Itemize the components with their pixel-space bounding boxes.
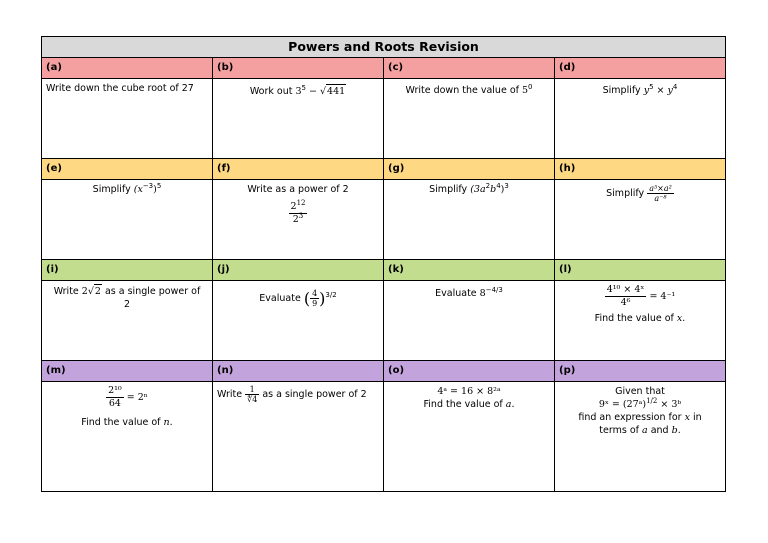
- question-o: 4ᵃ = 16 × 8²ᵃ Find the value of a.: [384, 382, 555, 492]
- question-a-text: Write down the cube root of 27: [46, 83, 194, 94]
- question-p: Given that 9ˣ = (27ᵃ)$^{1/2}$ × 3ᵇ find an expression for x in terms of a and b.: [555, 382, 726, 492]
- question-g: Simplify $(3a^2b^4)^3$: [384, 180, 555, 260]
- page-title: Powers and Roots Revision: [42, 37, 726, 58]
- label-o: (o): [384, 361, 555, 382]
- label-j: (j): [213, 260, 384, 281]
- question-a: [42, 79, 213, 159]
- label-i: (i): [42, 260, 213, 281]
- label-h: (h): [555, 159, 726, 180]
- question-k: Evaluate $8^{-4/3}$: [384, 281, 555, 361]
- label-a: (a): [42, 58, 213, 79]
- label-d: (d): [555, 58, 726, 79]
- fraction: $\frac{2^{12}}{2^3}$: [290, 198, 306, 225]
- label-l: (l): [555, 260, 726, 281]
- question-b: Work out $3^5 - √441$: [213, 79, 384, 159]
- fraction: $\frac{\text{2¹⁰}}{64}$: [108, 385, 122, 409]
- label-b: (b): [213, 58, 384, 79]
- question-h: Simplify $\frac{\text{a⁵×a²}}{\text{a⁻⁸}}$: [555, 180, 726, 260]
- question-e: Simplify $(x^{-3})^5$: [42, 180, 213, 260]
- question-m: $\frac{\text{2¹⁰}}{64}$ = 2ⁿ Find the value of n.: [42, 382, 213, 492]
- label-k: (k): [384, 260, 555, 281]
- label-f: (f): [213, 159, 384, 180]
- fraction: $\frac{4}{9}$: [312, 289, 318, 308]
- question-l: $\frac{\text{4¹⁰ × 4ˣ}}{\text{4⁶}}$ = 4⁻¹ Find the value of x.: [555, 281, 726, 361]
- question-d: Simplify $y^5 \times y^4$: [555, 79, 726, 159]
- label-m: (m): [42, 361, 213, 382]
- fraction: $\frac{1}{∜4}$: [247, 385, 258, 404]
- fraction: $\frac{\text{4¹⁰ × 4ˣ}}{\text{4⁶}}$: [606, 284, 645, 308]
- label-p: (p): [555, 361, 726, 382]
- revision-grid: [41, 36, 726, 492]
- label-g: (g): [384, 159, 555, 180]
- fraction: $\frac{\text{a⁵×a²}}{\text{a⁻⁸}}$: [649, 184, 672, 203]
- label-e: (e): [42, 159, 213, 180]
- question-f: Write as a power of 2 $\frac{2^{12}}{2^3}$: [213, 180, 384, 260]
- question-i: Write 2√2 as a single power of 2: [42, 281, 213, 361]
- question-j: Evaluate ( $\frac{4}{9}$ )$^{3/2}$: [213, 281, 384, 361]
- question-c: Write down the value of $5^0$: [384, 79, 555, 159]
- label-n: (n): [213, 361, 384, 382]
- label-c: (c): [384, 58, 555, 79]
- question-n: Write $\frac{1}{∜4}$ as a single power of 2: [213, 382, 384, 492]
